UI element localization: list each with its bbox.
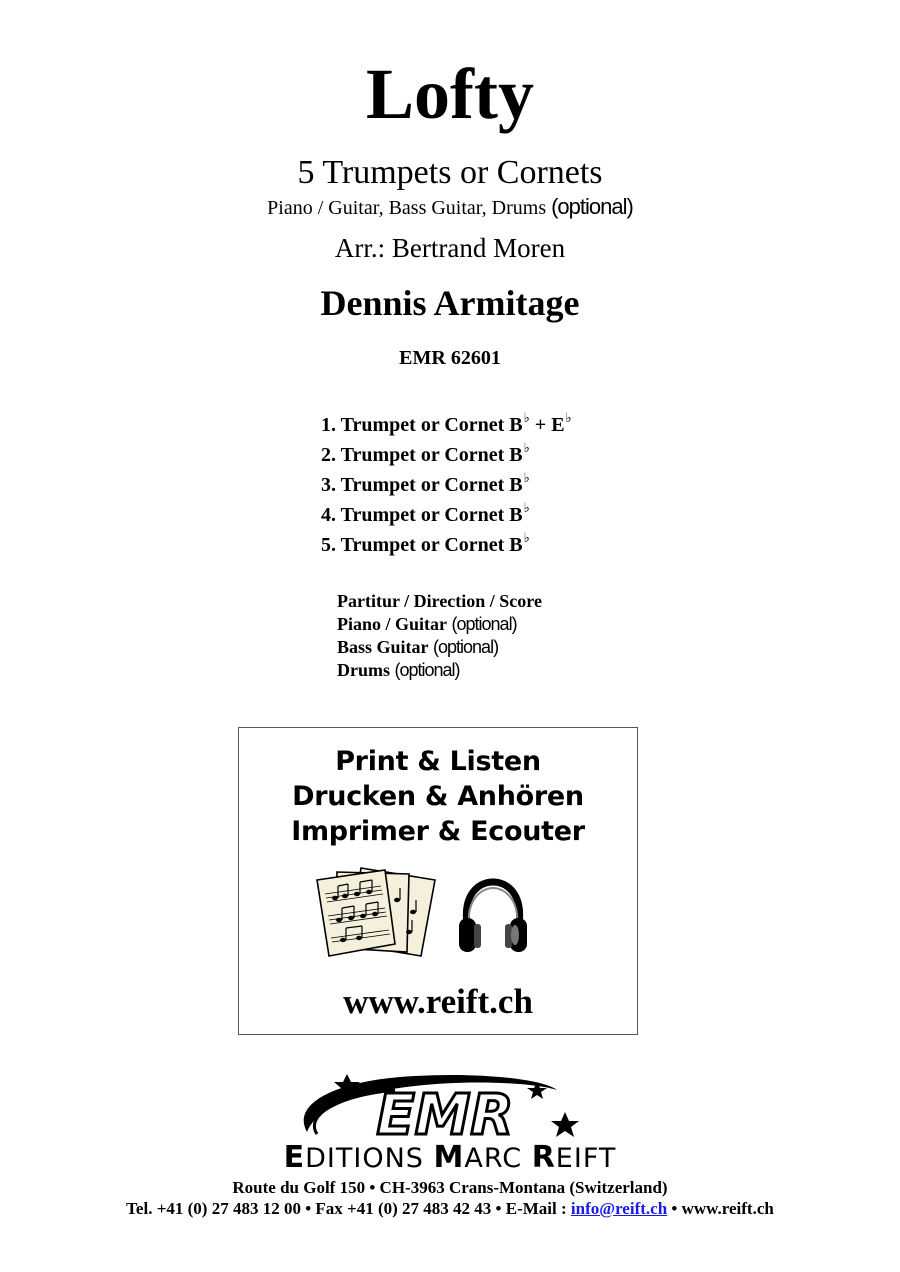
part-plus: + E [529,414,565,436]
emr-logo [295,1070,595,1148]
score-item [337,590,542,613]
arranger: Arr.: Bertrand Moren [334,233,566,263]
score-label: Piano / Guitar [337,614,448,634]
instrumentation-line [0,194,900,220]
parts-list [321,410,572,560]
catalog-number: EMR 62601 [399,347,501,369]
headphones-icon [457,878,529,956]
promo-line-en: Print & Listen [335,746,541,777]
part-item [321,530,572,560]
publisher-word: EIFT [555,1143,617,1174]
logo-text: EMR [376,1083,514,1148]
flat-sign: ♭ [523,500,530,515]
optional-note: (optional) [451,614,517,634]
part-label: 1. Trumpet or Cornet B [321,414,523,436]
website-url[interactable]: www.reift.ch [343,982,533,1021]
email-link[interactable]: info@reift.ch [570,1199,668,1218]
publisher-initial: R [531,1140,556,1175]
publisher-address: Route du Golf 150 • CH-3963 Crans-Montana (Switzerland) [232,1178,668,1197]
flat-sign: ♭ [565,410,572,425]
publisher-initial: M [433,1140,465,1175]
score-label: Drums [337,660,390,680]
instrumentation-text: Piano / Guitar, Bass Guitar, Drums [267,197,547,219]
contact-website: • www.reift.ch [667,1199,774,1218]
part-item [321,500,572,530]
publisher-initial: E [283,1140,306,1175]
title: Lofty [366,54,534,134]
score-label: Partitur / Direction / Score [337,591,542,611]
promo-line-fr: Imprimer & Ecouter [291,816,585,847]
part-item [321,410,572,440]
optional-note: (optional) [551,194,633,219]
part-label: 4. Trumpet or Cornet B [321,504,523,526]
publisher-name [0,1140,900,1175]
score-label: Bass Guitar [337,637,429,657]
scores-list [337,590,542,682]
flat-sign: ♭ [523,410,530,425]
subtitle: 5 Trumpets or Cornets [297,154,603,191]
optional-note: (optional) [433,637,499,657]
publisher-word: ARC [464,1143,532,1174]
publisher-contact [0,1199,900,1219]
part-label: 3. Trumpet or Cornet B [321,474,523,496]
score-item [337,636,542,659]
part-item [321,470,572,500]
composer: Dennis Armitage [320,283,580,323]
part-item [321,440,572,470]
promo-line-de: Drucken & Anhören [292,781,584,812]
optional-note: (optional) [394,660,460,680]
flat-sign: ♭ [523,470,530,485]
flat-sign: ♭ [523,530,530,545]
part-label: 2. Trumpet or Cornet B [321,444,523,466]
part-label: 5. Trumpet or Cornet B [321,534,523,556]
score-item [337,659,542,682]
contact-phone-fax: Tel. +41 (0) 27 483 12 00 • Fax +41 (0) 27 483 42 43 • E-Mail : [126,1199,571,1218]
score-item [337,613,542,636]
print-listen-box [238,727,638,1035]
publisher-word: DITIONS [305,1143,434,1174]
sheet-music-icon [313,860,443,960]
flat-sign: ♭ [523,440,530,455]
